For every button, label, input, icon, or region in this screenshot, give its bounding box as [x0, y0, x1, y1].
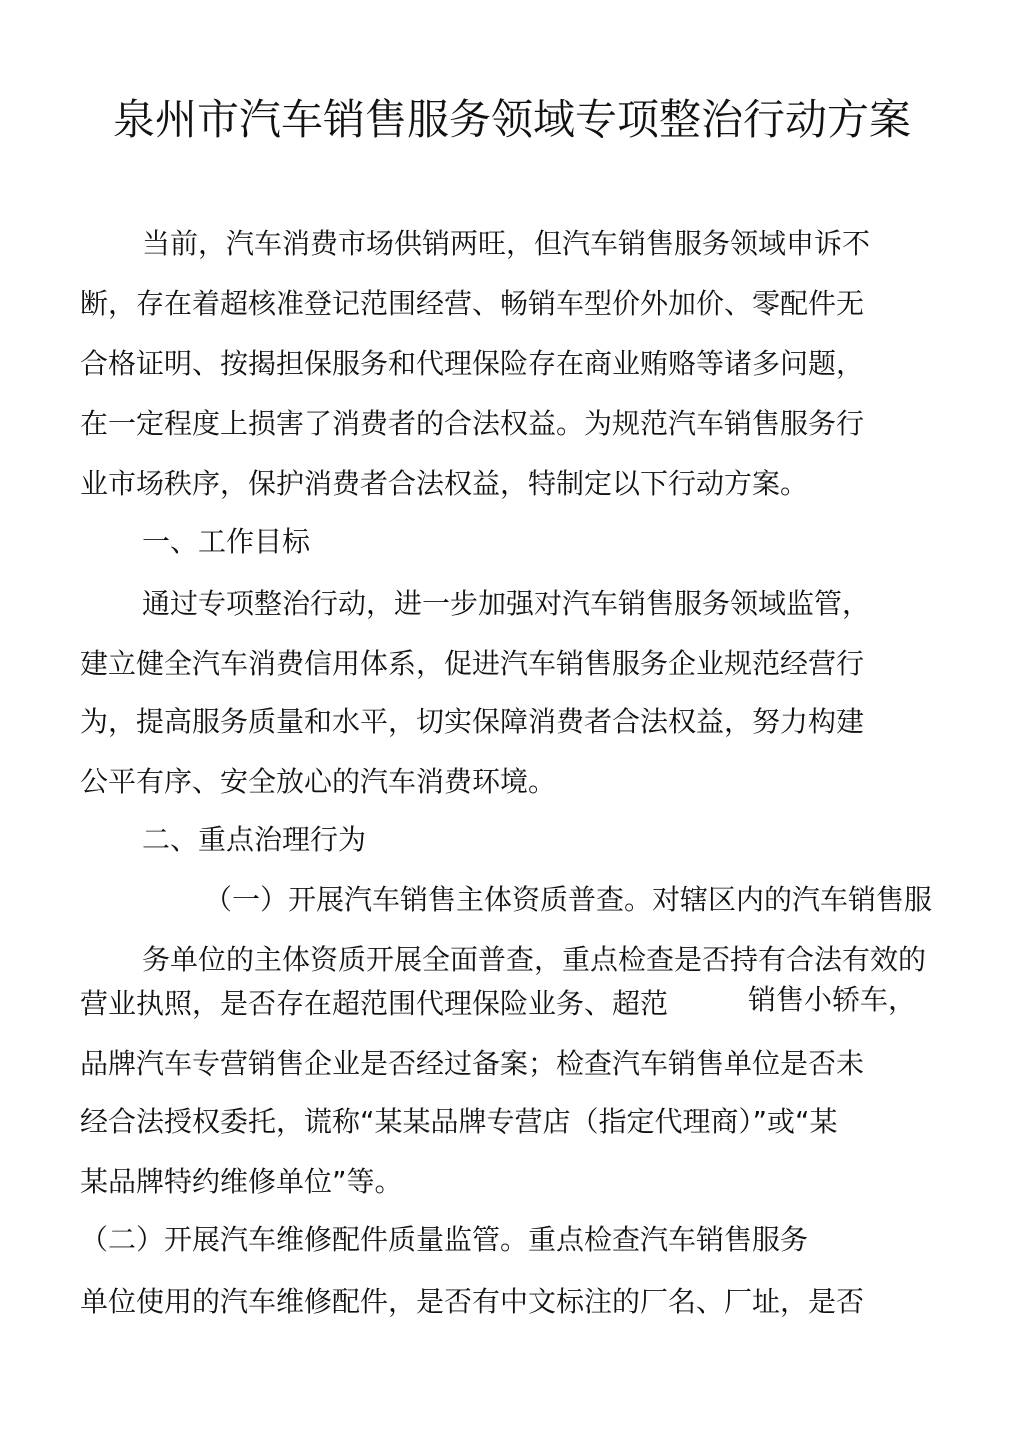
- paragraph-line: 品牌汽车专营销售企业是否经过备案；检查汽车销售单位是否未: [80, 1047, 865, 1080]
- paragraph-line: 为，提高服务质量和水平，切实保障消费者合法权益，努力构建: [80, 705, 865, 738]
- paragraph-line: 营业执照，是否存在超范围代理保险业务、超范: [80, 987, 669, 1020]
- paragraph-line: 业市场秩序，保护消费者合法权益，特制定以下行动方案。: [80, 467, 809, 500]
- section-heading: 一、工作目标: [142, 525, 311, 558]
- paragraph-line: 销售小轿车，: [748, 983, 917, 1016]
- paragraph-line: 单位使用的汽车维修配件，是否有中文标注的厂名、厂址，是否: [80, 1285, 865, 1318]
- section-heading: 二、重点治理行为: [142, 823, 367, 856]
- paragraph-line: 合格证明、按揭担保服务和代理保险存在商业贿赂等诸多问题，: [80, 347, 865, 380]
- paragraph-line: （二）开展汽车维修配件质量监管。重点检查汽车销售服务: [80, 1223, 809, 1256]
- paragraph-line: 当前，汽车消费市场供销两旺，但汽车销售服务领域申诉不: [142, 227, 871, 260]
- paragraph-line: 务单位的主体资质开展全面普查，重点检查是否持有合法有效的: [142, 943, 927, 976]
- paragraph-line: 某品牌特约维修单位”等。: [80, 1165, 403, 1198]
- paragraph-line: 通过专项整治行动，进一步加强对汽车销售服务领域监管，: [142, 587, 871, 620]
- paragraph-line: 公平有序、安全放心的汽车消费环境。: [80, 765, 557, 798]
- document-title: 泉州市汽车销售服务领域专项整治行动方案: [112, 95, 911, 144]
- paragraph-line: 经合法授权委托，谎称“某某品牌专营店（指定代理商）”或“某: [80, 1105, 838, 1138]
- paragraph-line: 断，存在着超核准登记范围经营、畅销车型价外加价、零配件无: [80, 287, 865, 320]
- paragraph-line: 建立健全汽车消费信用体系，促进汽车销售服务企业规范经营行: [80, 647, 865, 680]
- paragraph-line: 在一定程度上损害了消费者的合法权益。为规范汽车销售服务行: [80, 407, 865, 440]
- paragraph-line: （一）开展汽车销售主体资质普查。对辖区内的汽车销售服: [204, 883, 933, 916]
